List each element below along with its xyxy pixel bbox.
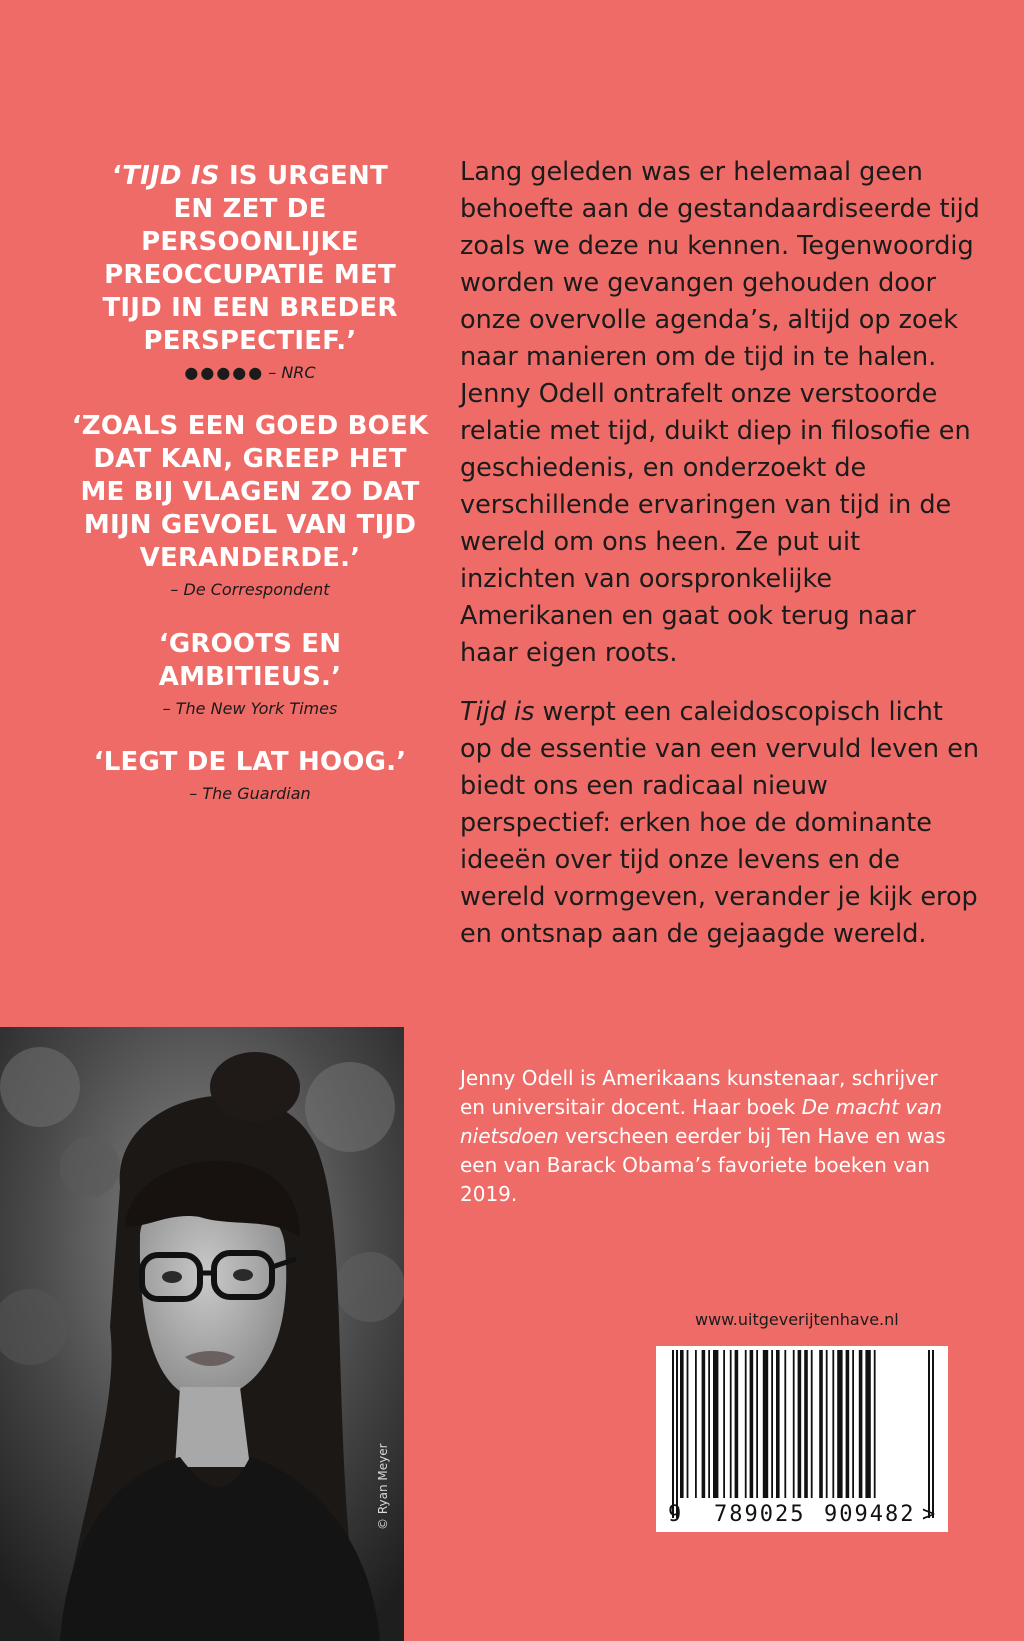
quote-nrc: ‘TIJD IS IS URGENT EN ZET DE PERSOONLIJKE PREOCCUPATIE MET TIJD IN EEN BREDER PERSPECTIEF.’ xyxy=(102,161,398,356)
review-quotes xyxy=(70,160,430,805)
quote-source-nyt: – The New York Times xyxy=(162,699,338,718)
quote-source-correspondent: – De Correspondent xyxy=(170,580,330,599)
rating-stars: ●●●●● xyxy=(184,363,265,382)
bio-book-title: De macht van nietsdoen xyxy=(460,1095,943,1148)
author-portrait-illustration xyxy=(0,1027,404,1641)
blurb-book-title: Tijd is xyxy=(460,697,535,727)
quote-source-guardian: – The Guardian xyxy=(189,784,311,803)
quote-nyt: ‘GROOTS EN AMBITIEUS.’ xyxy=(158,629,342,692)
quote-book-title: TIJD IS xyxy=(122,161,220,191)
barcode-digits-left: 789025 xyxy=(714,1502,806,1527)
barcode-digit-prefix: 9 xyxy=(668,1502,682,1527)
barcode xyxy=(656,1346,948,1532)
photo-credit: © Ryan Meyer xyxy=(376,1443,390,1530)
book-blurb xyxy=(460,154,980,953)
quote-correspondent: ‘ZOALS EEN GOED BOEK DAT KAN, GREEP HET ME BIJ VLAGEN ZO DAT MIJN GEVOEL VAN TIJD VERANDERDE.’ xyxy=(71,411,429,573)
publisher-website: www.uitgeverijtenhave.nl xyxy=(695,1310,899,1329)
quote-guardian: ‘LEGT DE LAT HOOG.’ xyxy=(93,747,407,777)
barcode-digit-suffix: > xyxy=(922,1502,936,1527)
barcode-digits-right: 909482 xyxy=(824,1502,916,1527)
quote-source-nrc: ●●●●● – NRC xyxy=(184,363,316,382)
author-photo xyxy=(0,1027,404,1641)
blurb-paragraph-1: Lang geleden was er helemaal geen behoefte aan de gestandaardiseerde tijd zoals we deze nu kennen. Tegenwoordig worden we gevangen gehouden door onze overvolle agenda’s, altijd op zoek naar manieren om de tijd in te halen. Jenny Odell ontrafelt onze verstoorde relatie met tijd, duikt diep in filosofie en geschiedenis, en onderzoekt de verschillende ervaringen van tijd in de wereld om ons heen. Ze put uit inzichten van oorspronkelijke Amerikanen en gaat ook terug naar haar eigen roots. xyxy=(460,157,980,668)
blurb-paragraph-2: Tijd is werpt een caleidoscopisch licht op de essentie van een vervuld leven en biedt ons een radicaal nieuw perspectief: erken hoe de dominante ideeën over tijd onze levens en de wereld vormgeven, verander je kijk erop en ontsnap aan de gejaagde wereld. xyxy=(460,697,980,949)
author-bio: Jenny Odell is Amerikaans kunstenaar, schrijver en universitair docent. Haar boek De macht van nietsdoen verscheen eerder bij Ten Have en was een van Barack Obama’s favoriete boeken van 2019. xyxy=(460,1066,946,1206)
